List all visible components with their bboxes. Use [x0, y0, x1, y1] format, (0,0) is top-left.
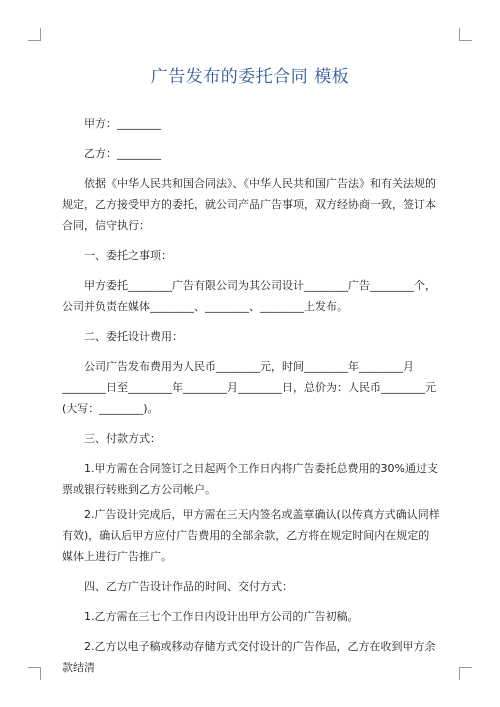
crop-mark-bottom-right	[459, 667, 472, 680]
crop-mark-top-right	[459, 28, 472, 41]
section-4-item-2: 2.乙方以电子稿或移动存储方式交付设计的广告作品，乙方在收到甲方余款结清	[62, 640, 436, 674]
section-3-item-2: 2.广告设计完成后，甲方需在三天内签名或盖章确认(以传真方式确认同样有效)，确认后甲方应付广告费用的全部余款，乙方将在规定时间内在规定的媒体上进行广告推广。	[62, 508, 440, 563]
document-body	[62, 113, 440, 678]
section-heading-1: 一、委托之事项：	[84, 249, 172, 262]
section-heading-2: 二、委托设计费用：	[84, 330, 183, 343]
preamble-paragraph: 依据《中华人民共和国合同法》、《中华人民共和国广告法》和有关法规的规定，乙方接受甲方的委托，就公司产品广告事项，双方经协商一致，签订本合同，信守执行：	[62, 177, 436, 232]
section-4-item-1: 1.乙方需在三七个工作日内设计出甲方公司的广告初稿。	[84, 610, 359, 623]
section-heading-3: 三、付款方式：	[84, 432, 161, 445]
section-3-item-1: 1.甲方需在合同签订之日起两个工作日内将广告委托总费用的30%通过支票或银行转账到乙方公司帐户。	[62, 462, 438, 496]
section-1-paragraph: 甲方委托________广告有限公司为其公司设计________广告________个，公司并负责在媒体________、________、________上发布。	[62, 279, 436, 313]
section-2-paragraph: 公司广告发布费用为人民币________元，时间________年________月________日至________年________月________日，总价为：人民币________元(大写：________)。	[62, 360, 436, 415]
section-heading-4: 四、乙方广告设计作品的时间、交付方式：	[84, 580, 293, 593]
crop-mark-top-left	[28, 28, 41, 41]
party-b-line: 乙方：________	[84, 147, 161, 160]
document-title: 广告发布的委托合同 模板	[150, 67, 350, 87]
party-a-line: 甲方：________	[84, 117, 161, 130]
crop-mark-bottom-left	[28, 667, 41, 680]
